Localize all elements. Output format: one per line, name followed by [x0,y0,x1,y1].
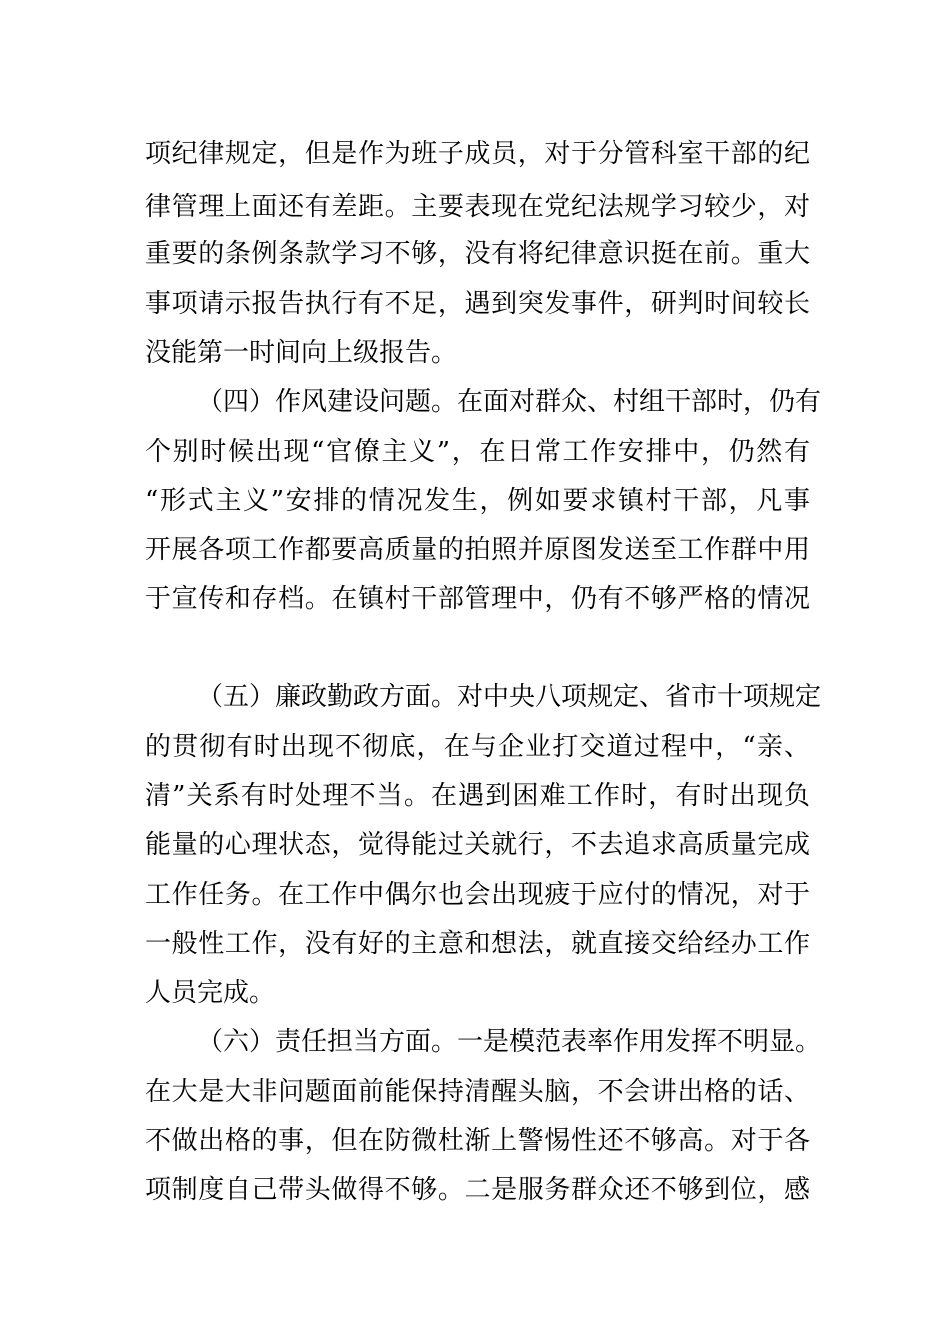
paragraph-heading-line: （四）作风建设问题。在面对群众、村组干部时，仍有 [197,387,822,417]
text-line: 工作任务。在工作中偶尔也会出现疲于应付的情况，对于 [145,880,810,910]
text-line: 的贯彻有时出现不彻底，在与企业打交道过程中，“亲、 [145,732,810,762]
text-line: “形式主义”安排的情况发生，例如要求镇村干部，凡事 [145,486,810,516]
text-line: 能量的心理状态，觉得能过关就行，不去追求高质量完成 [145,830,810,860]
text-line: 于宣传和存档。在镇村干部管理中，仍有不够严格的情况 [145,584,810,614]
text-line: 在大是大非问题面前能保持清醒头脑，不会讲出格的话、 [145,1077,810,1107]
text-line: 清”关系有时处理不当。在遇到困难工作时，有时出现负 [145,781,810,811]
text-line: 一般性工作，没有好的主意和想法，就直接交给经办工作 [145,929,810,959]
text-line: 重要的条例条款学习不够，没有将纪律意识挺在前。重大 [145,239,810,269]
text-line: 项制度自己带头做得不够。二是服务群众还不够到位，感 [145,1175,810,1205]
text-line: 没能第一时间向上级报告。 [145,338,458,368]
paragraph-heading-line: （五）廉政勤政方面。对中央八项规定、省市十项规定 [197,682,822,712]
text-line: 律管理上面还有差距。主要表现在党纪法规学习较少，对 [145,192,810,222]
paragraph-heading-line: （六）责任担当方面。一是模范表率作用发挥不明显。 [197,1027,822,1057]
text-line: 项纪律规定，但是作为班子成员，对于分管科室干部的纪 [145,139,810,169]
text-line: 事项请示报告执行有不足，遇到突发事件，研判时间较长 [145,289,810,319]
text-line: 不做出格的事，但在防微杜渐上警惕性还不够高。对于各 [145,1126,810,1156]
text-line: 个别时候出现“官僚主义”，在日常工作安排中，仍然有 [145,437,810,467]
text-line: 人员完成。 [145,978,276,1008]
text-line: 开展各项工作都要高质量的拍照并原图发送至工作群中用 [145,535,810,565]
